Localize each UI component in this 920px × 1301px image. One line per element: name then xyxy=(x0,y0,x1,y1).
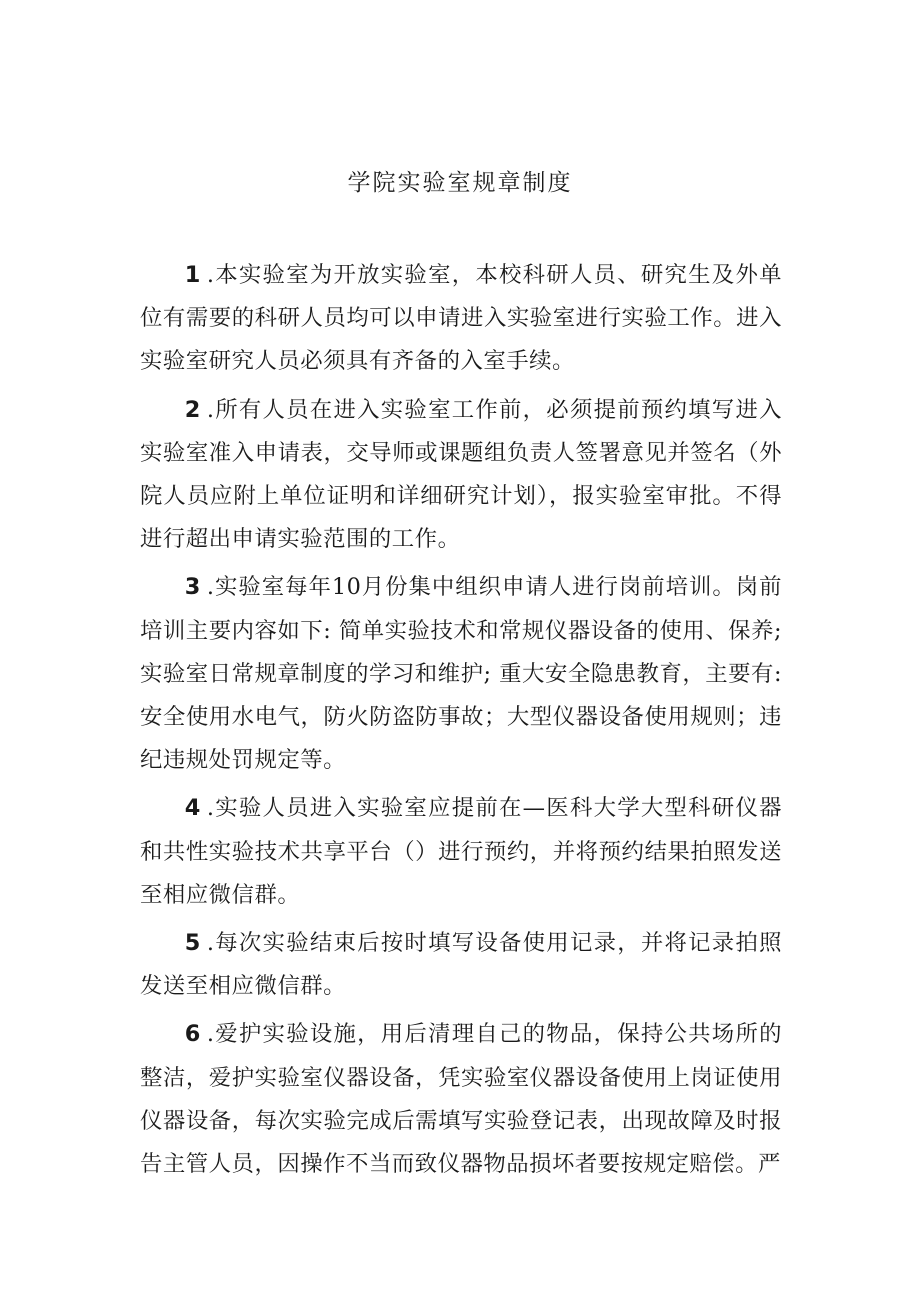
paragraph-number: 4 xyxy=(184,795,201,822)
paragraph-5 xyxy=(140,922,782,1008)
document-body xyxy=(140,254,782,1191)
paragraph-text: .实验人员进入实验室应提前在—医科大学大型科研仪器和共性实验技术共享平台（）进行预约，并将预约结果拍照发送至相应微信群。 xyxy=(140,795,782,908)
paragraph-text: .本实验室为开放实验室，本校科研人员、研究生及外单位有需要的科研人员均可以申请进入实验室进行实验工作。进入实验室研究人员必须具有齐备的入室手续。 xyxy=(140,262,782,375)
paragraph-text: .实验室每年10月份集中组织申请人进行岗前培训。岗前培训主要内容如下: 简单实验技术和常规仪器设备的使用、保养; 实验室日常规章制度的学习和维护; 重大安全隐患教育，主要有: 安全使用水电气，防火防盗防事故；大型仪器设备使用规则；违纪违规处罚规定等。 xyxy=(140,574,782,774)
paragraph-3 xyxy=(140,566,782,782)
paragraph-2 xyxy=(140,389,782,562)
paragraph-text: .爱护实验设施，用后清理自己的物品，保持公共场所的整洁，爱护实验室仪器设备，凭实验室仪器设备使用上岗证使用仪器设备，每次实验完成后需填写实验登记表，出现故障及时报告主管人员，因操作不当而致仪器物品损坏者要按规定赔偿。严 xyxy=(140,1021,782,1178)
paragraph-text: .所有人员在进入实验室工作前，必须提前预约填写进入实验室准入申请表，交导师或课题组负责人签署意见并签名（外院人员应附上单位证明和详细研究计划），报实验室审批。不得进行超出申请实验范围的工作。 xyxy=(140,396,782,553)
paragraph-number: 5 xyxy=(184,930,201,957)
paragraph-number: 2 xyxy=(184,396,201,423)
document-title: 学院实验室规章制度 xyxy=(347,170,573,196)
paragraph-1 xyxy=(140,254,782,384)
paragraph-4 xyxy=(140,787,782,917)
paragraph-text: .每次实验结束后按时填写设备使用记录，并将记录拍照发送至相应微信群。 xyxy=(140,930,782,1000)
paragraph-number: 1 xyxy=(184,262,201,288)
paragraph-number: 6 xyxy=(184,1021,201,1048)
paragraph-6 xyxy=(140,1013,782,1186)
paragraph-number: 3 xyxy=(184,574,201,601)
